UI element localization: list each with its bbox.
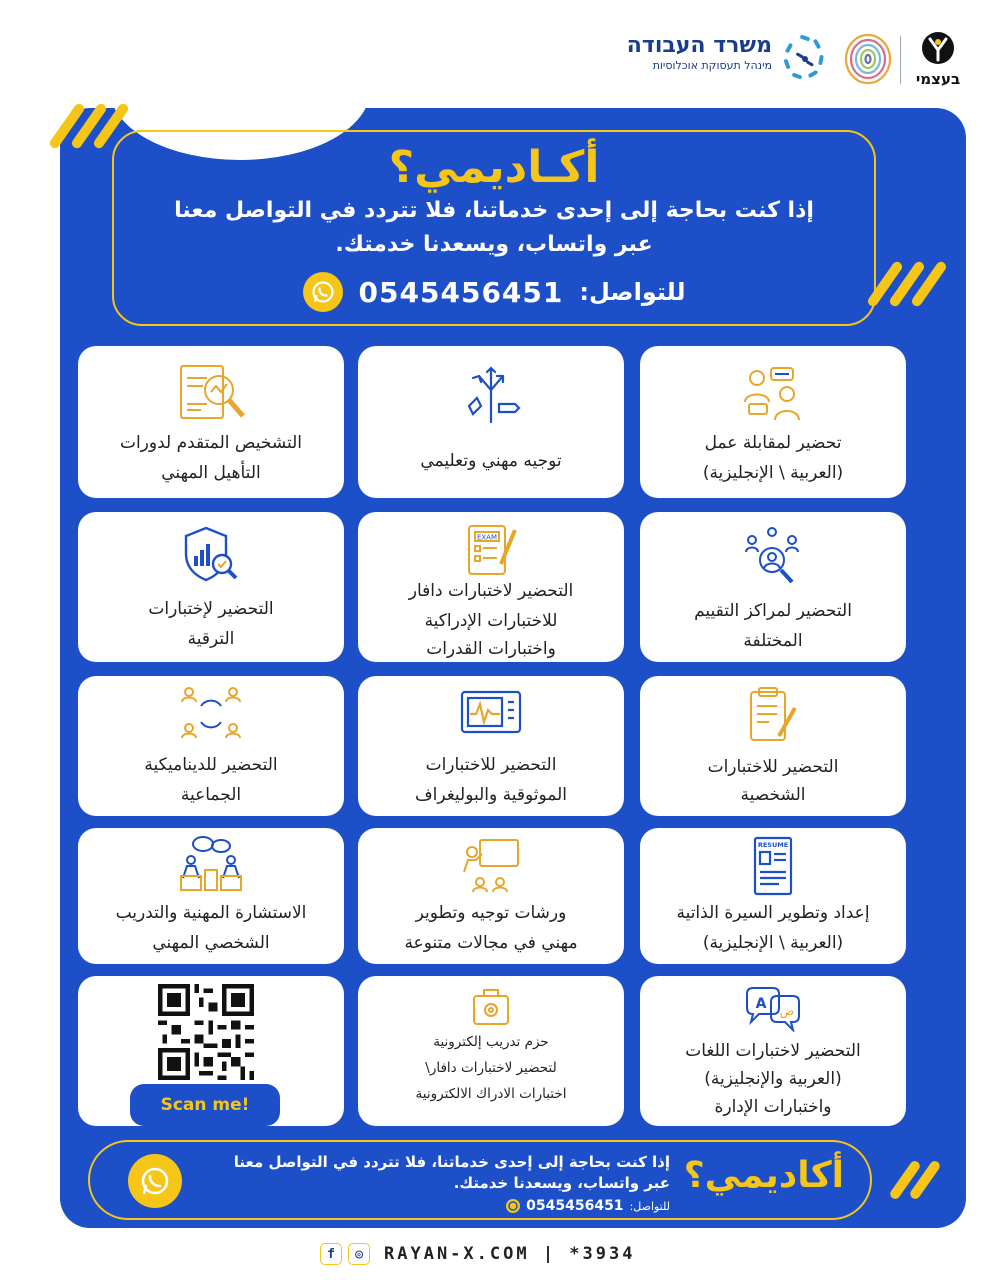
svg-text:EXAM: EXAM bbox=[476, 533, 498, 542]
service-label: التحضير لمراكز التقييم bbox=[694, 601, 852, 621]
banner-contact-label: للتواصل: bbox=[629, 1199, 670, 1213]
service-sublabel: (العربية \ الإنجليزية) bbox=[702, 933, 844, 953]
bottom-banner bbox=[88, 1140, 872, 1220]
service-card-counseling[interactable] bbox=[78, 828, 344, 964]
service-label: التحضير لإختبارات bbox=[148, 599, 274, 619]
service-card-group-dynamics[interactable] bbox=[78, 676, 344, 816]
instagram-icon[interactable]: ◎ bbox=[348, 1243, 370, 1265]
service-label: ورشات توجيه وتطوير bbox=[415, 903, 567, 923]
headline-title: أكـاديمي؟ bbox=[388, 142, 600, 193]
service-label: حزم تدريب إلكترونية bbox=[433, 1034, 549, 1050]
shield-chart-icon bbox=[182, 524, 240, 584]
qr-code-icon[interactable] bbox=[158, 984, 254, 1080]
resume-icon bbox=[751, 836, 795, 896]
service-label: التحضير للاختبارات bbox=[425, 755, 557, 775]
small-whatsapp-icon[interactable] bbox=[506, 1199, 520, 1213]
service-sublabel: الموثوقية والبوليغراف bbox=[414, 785, 568, 805]
banner-contact bbox=[506, 1198, 670, 1214]
service-card-languages[interactable] bbox=[640, 976, 906, 1126]
svg-text:RESUME: RESUME bbox=[757, 841, 789, 849]
group-dynamics-icon bbox=[179, 684, 243, 744]
service-card-dafar-exams[interactable] bbox=[358, 512, 624, 662]
atsmi-emblem-icon bbox=[921, 30, 955, 66]
e-training-icon bbox=[470, 986, 512, 1026]
service-card-workshops[interactable] bbox=[358, 828, 624, 964]
ministry-title: משרד העבודה bbox=[626, 33, 772, 58]
scan-me-button[interactable]: Scan me! bbox=[130, 1084, 280, 1126]
footer bbox=[320, 1240, 635, 1268]
atsmi-logo bbox=[908, 30, 968, 90]
svg-text:ض: ض bbox=[779, 1004, 795, 1018]
banner-text bbox=[230, 1152, 670, 1194]
interview-icon bbox=[741, 364, 805, 424]
service-label: التحضير للديناميكية bbox=[144, 755, 278, 775]
fingerprint-logo-icon bbox=[842, 32, 894, 86]
service-label: تحضير لمقابلة عمل bbox=[704, 433, 842, 453]
footer-site[interactable]: RAYAN-X.COM | *3934 bbox=[384, 1244, 636, 1264]
assessment-center-icon bbox=[742, 526, 804, 586]
service-card-guidance[interactable] bbox=[358, 346, 624, 498]
ministry-logo-text bbox=[620, 34, 772, 74]
clipboard-icon bbox=[745, 686, 801, 744]
headline-contact bbox=[114, 272, 874, 312]
document-analysis-icon bbox=[173, 360, 249, 426]
atsmi-label: בעצמי bbox=[915, 70, 961, 88]
service-sublabel: الشخصي المهني bbox=[152, 933, 270, 953]
social-icons bbox=[320, 1243, 370, 1265]
service-card-resume[interactable] bbox=[640, 828, 906, 964]
service-sublabel: (العربية والإنجليزية) bbox=[704, 1069, 842, 1089]
service-card-personality[interactable] bbox=[640, 676, 906, 816]
banner-title: أكاديمي؟ bbox=[683, 1155, 844, 1196]
whatsapp-icon[interactable] bbox=[303, 272, 343, 312]
counseling-icon bbox=[177, 834, 245, 894]
contact-label: للتواصل: bbox=[579, 278, 686, 306]
service-sublabel: (العربية \ الإنجليزية) bbox=[702, 463, 844, 483]
headline-box bbox=[112, 130, 876, 326]
ministry-emblem-icon bbox=[778, 32, 832, 86]
service-sublabel: المختلفة bbox=[743, 631, 803, 651]
banner-line-1: إذا كنت بحاجة إلى إحدى خدماتنا، فلا تتردد في التواصل معنا bbox=[233, 1153, 670, 1171]
header-logos bbox=[620, 28, 970, 90]
polygraph-icon bbox=[458, 688, 524, 738]
language-icon bbox=[743, 984, 803, 1032]
service-card-polygraph[interactable] bbox=[358, 676, 624, 816]
headline-line-1: إذا كنت بحاجة إلى إحدى خدماتنا، فلا تتردد في التواصل معنا bbox=[174, 198, 814, 223]
banner-line-2: عبر واتساب، ويسعدنا خدمتك. bbox=[453, 1174, 670, 1192]
banner-whatsapp-icon[interactable] bbox=[128, 1154, 182, 1208]
service-card-assessment[interactable] bbox=[640, 512, 906, 662]
qr-card[interactable] bbox=[78, 976, 344, 1126]
workshop-icon bbox=[460, 836, 522, 894]
exam-icon bbox=[461, 522, 521, 578]
service-label: إعداد وتطوير السيرة الذاتية bbox=[676, 903, 870, 923]
service-label: التشخيص المتقدم لدورات bbox=[119, 433, 303, 453]
service-label: التحضير لاختبارات دافار bbox=[408, 581, 574, 601]
svg-text:A: A bbox=[755, 996, 767, 1012]
contact-phone[interactable]: 0545456451 bbox=[358, 275, 564, 309]
service-label: توجيه مهني وتعليمي bbox=[420, 451, 562, 471]
service-sublabel: للاختبارات الإدراكية bbox=[424, 611, 558, 631]
service-sublabel: لتحضير لاختبارات دافار\ bbox=[425, 1060, 557, 1076]
service-card-interview[interactable] bbox=[640, 346, 906, 498]
service-sublabel: الترقية bbox=[187, 629, 235, 649]
headline-line-2: عبر واتساب، ويسعدنا خدمتك. bbox=[335, 232, 653, 257]
logo-divider bbox=[900, 36, 901, 84]
service-sublabel-2: اختبارات الادراك الالكترونية bbox=[415, 1086, 567, 1102]
banner-phone[interactable]: 0545456451 bbox=[526, 1198, 624, 1214]
service-card-promotion[interactable] bbox=[78, 512, 344, 662]
service-sublabel-2: واختبارات الإدارة bbox=[714, 1097, 832, 1117]
service-sublabel: التأهيل المهني bbox=[161, 463, 261, 483]
service-card-e-training[interactable] bbox=[358, 976, 624, 1126]
service-sublabel: الجماعية bbox=[180, 785, 242, 805]
service-card-diagnosis[interactable] bbox=[78, 346, 344, 498]
ministry-subtitle: מינהל תעסוקת אוכלוסיות bbox=[652, 59, 772, 72]
service-sublabel: الشخصية bbox=[740, 785, 806, 805]
direction-signs-icon bbox=[459, 362, 523, 426]
service-label: التحضير لاختبارات اللغات bbox=[685, 1041, 861, 1061]
service-sublabel-2: واختبارات القدرات bbox=[426, 639, 556, 659]
service-label: التحضير للاختبارات bbox=[707, 757, 839, 777]
service-label: الاستشارة المهنية والتدريب bbox=[115, 903, 307, 923]
service-sublabel: مهني في مجالات متنوعة bbox=[404, 933, 578, 953]
facebook-icon[interactable]: f bbox=[320, 1243, 342, 1265]
